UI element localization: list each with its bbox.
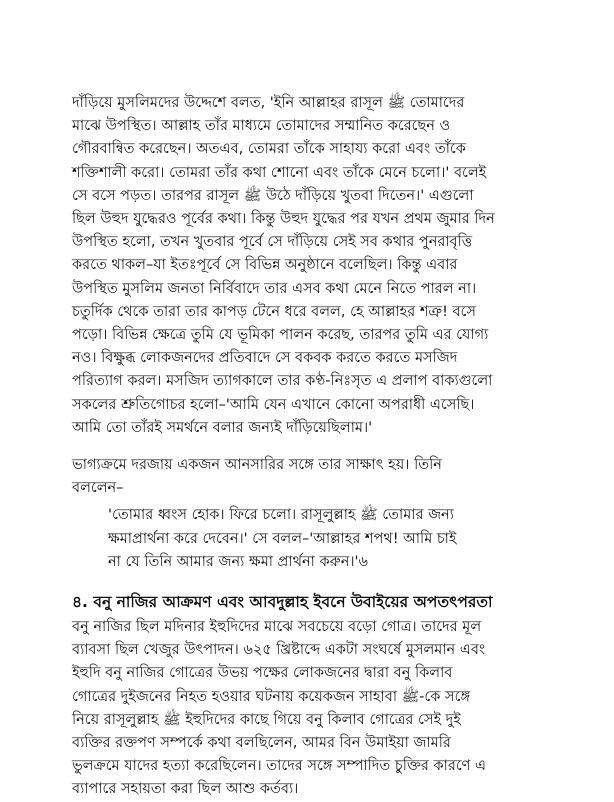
text-line: নও। বিক্ষুব্ধ লোকজনদের প্রতিবাদে সে বকবক করতে করতে মসজিদ [72,350,458,367]
quote-line: 'তোমার ধ্বংস হোক। ফিরে চলো। রাসূলুল্লাহ ﷺ তোমার জন্য [108,507,454,524]
paragraph-gap [72,440,540,454]
text-line: গোত্রের দুইজনের নিহত হওয়ার ঘটনায় কয়েকজন সাহাবা ﷺ-কে সঙ্গে [72,688,471,705]
text-line: শক্তিশালী করো। তোমরা তাঁর কথা শোনো এবং তাঁকে মেনে চলো।' বলেই [72,164,487,181]
text-line: ভাগ্যক্রমে দরজায় একজন আনসারির সঙ্গে তার সাক্ষাৎ হয়। তিনি [72,457,442,474]
text-line: বললেন– [72,480,124,497]
text-line: ভুলক্রমে যাদের হত্যা করেছিলেন। তাদের সঙ্গে সম্পাদিত চুক্তির কারণে এ [72,758,487,775]
section-heading: ৪. বনু নাজির আক্রমণ এবং আবদুল্লাহ ইবনে উবাইয়ের অপতৎপরতা [72,593,493,612]
text-line: করতে থাকল–যা ইতঃপূর্বে সে বিভিন্ন অনুষ্ঠানে বলেছিল। কিন্তু এবার [72,257,458,274]
text-line: চতুর্দিক থেকে তারা তার কাপড় টেনে ধরে বলল, হে আল্লাহর শত্রু! বসে [72,303,476,320]
text-line: নিয়ে রাসূলুল্লাহ ﷺ ইহুদিদের কাছে গিয়ে বনু কিলাব গোত্রের সেই দুই [72,711,461,728]
text-line: ছিল উহুদ যুদ্ধেরও পূর্বের কথা। কিন্তু উহুদ যুদ্ধের পর যখন প্রথম জুমার দিন [72,211,495,228]
paragraph-1 [72,92,540,440]
text-line: পড়ো। বিভিন্ন ক্ষেত্রে তুমি যে ভূমিকা পালন করেছ, তারপর তুমি এর যোগ্য [72,327,489,344]
text-line: দাঁড়িয়ে মুসলিমদের উদ্দেশে বলত, 'ইনি আল্লাহর রাসূল ﷺ তোমাদের [72,95,465,111]
paragraph-2 [72,454,540,500]
document-page [72,92,540,798]
text-line: মাঝে উপস্থিত। আল্লাহ তাঁর মাধ্যমে তোমাদের সম্মানিত করেছেন ও [72,118,451,135]
text-line: উপস্থিত মুসলিম জনতা নির্বিবাদে তার এসব কথা মেনে নিতে পারল না। [72,280,477,297]
block-quote [108,504,540,574]
text-line: ব্যক্তির রক্তপণ সম্পর্কে কথা বলছিলেন, আমর বিন উমাইয়া জামরি [72,735,451,752]
paragraph-3 [72,616,540,802]
text-line: ইহুদি বনু নাজির গোত্রের উভয় পক্ষের লোকজনের দ্বারা বনু কিলাব [72,665,453,682]
text-line: গৌরবান্বিত করেছেন। অতএব, তোমরা তাঁকে সাহায্য করো এবং তাঁকে [72,141,466,158]
quote-line: না যে তিনি আমার জন্য ক্ষমা প্রার্থনা করুন।'৬ [108,553,368,570]
text-line: ব্যাপারে সহায়তা করা ছিল আশু কর্তব্য। [72,781,299,798]
text-line: বনু নাজির ছিল মদিনার ইহুদিদের মাঝে সবচেয়ে বড়ো গোত্র। তাদের মূল [72,619,482,636]
text-line: ব্যাবসা ছিল খেজুর উৎপাদন। ৬২৫ খ্রিষ্টাব্দে একটা সংঘর্ষে মুসলমান এবং [72,642,486,659]
text-line: সকলের শ্রুতিগোচর হলো–'আমি যেন এখানে কোনো অপরাধী এসেছি। [72,396,475,413]
text-line: সে বসে পড়ত। তারপর রাসূল ﷺ উঠে দাঁড়িয়ে খুতবা দিতেন।' এগুলো [72,187,474,204]
section-gap [72,574,540,582]
text-line: আমি তো তাঁরই সমর্থনে বলার জন্যই দাঁড়িয়েছিলাম।' [72,419,373,436]
text-line: পরিত্যাগ করল। মসজিদ ত্যাগকালে তার কণ্ঠ-নিঃসৃত এ প্রলাপ বাক্যগুলো [72,373,493,390]
quote-line: ক্ষমাপ্রার্থনা করে দেবেন।' সে বলল–'আল্লাহর শপথ! আমি চাই [108,530,457,547]
text-line: উপস্থিত হলো, তখন খুতবার পূর্বে সে দাঁড়িয়ে সেই সব কথার পুনরাবৃত্তি [72,234,473,251]
